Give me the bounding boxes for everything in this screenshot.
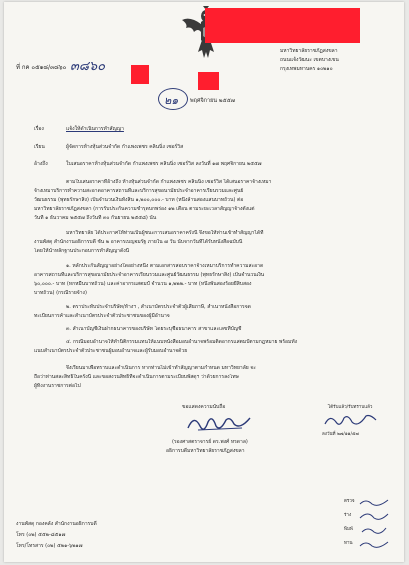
to-text: ผู้จัดการห้างหุ้นส่วนจำกัด กำแพงเพชร คลินนิ่ง เซอร์วิส [66, 144, 184, 150]
body-line: ตามใบเสนอราคาที่อ้างถึง ห้างหุ้นส่วนจำกัด กำแพงเพชร คลินนิ่ง เซอร์วิส ได้เสนอราคาจ้างเหมา [66, 179, 272, 185]
receipt-note: ได้รับแล้ว/รับทราบแล้ว [328, 405, 373, 410]
closing-salutation: ขอแสดงความนับถือ [182, 404, 226, 410]
body-line: มหาวิทยาลัยราชภัฏสงขลา (การรับประกันความชำรุดบกพร่อง ๑๒ เดือน ตามระยะเวลาสัญญาจ้างตั้งแต่ [34, 206, 255, 212]
handwritten-ref-number: ๓๘๖๐ [70, 59, 106, 74]
signer-title: อธิการบดีมหาวิทยาลัยราชภัฏสงขลา [166, 448, 245, 454]
receipt-date: ลงวันที่ ๒๗/๑๑/๕๗ [322, 432, 359, 437]
body-line: จ้างเหมาบริการทำความสะอาดอาคารสถานที่และบริการสุขอนามัยประจำอาคารเรียนรวมและศูนย์ [34, 188, 244, 194]
org-address-line-3: กรุงเทพมหานคร ๑๐๒๑๐ [280, 66, 333, 72]
body-line: ทะเบียนการค้าและสำเนาบัตรประจำตัวประชาชนของผู้มีอำนาจ [34, 313, 170, 319]
signer-name: (รองศาสตราจารย์ ดร.พงศ์ หรดาล) [172, 439, 248, 445]
reference-number: ที่ กค ๐๕๑๘/๓๘๖๐ [16, 64, 67, 71]
initials-scribbles [358, 498, 392, 552]
body-line: ผู้ทิ้งงานราชการต่อไป [34, 383, 81, 389]
body-line: อาคารสถานที่และบริการสุขอนามัยประจำอาคารเรียนรวมและศูนย์วัฒนธรรม (พุทธรักษาสิ่ง) เป็นจำนวนเงิน [34, 272, 265, 278]
initials-label-type: พิมพ์ [344, 527, 353, 532]
body-line: ๑. หลักประกันสัญญาอย่างใดอย่างหนึ่ง ตามเอกสารสอบราคาจ้างเหมาบริการทำความสะอาด [66, 263, 264, 269]
date-day: ๒๑ [164, 94, 179, 107]
body-line: มหาวิทยาลัย ได้ประกาศให้ท่านเป็นผู้ชนะการเสนอราคาครั้งนี้ จึงขอให้ท่านเข้าทำสัญญาได้ที่ [66, 230, 264, 236]
redaction-ref-left [131, 65, 149, 84]
document-date: พฤศจิกายน ๒๕๕๗ [190, 98, 235, 104]
to-label: เรียน [34, 144, 45, 150]
body-line: โดยให้นำหลักฐานประกอบการทำสัญญาดังนี้ [34, 248, 130, 254]
ref-text: ใบเสนอราคาห้างหุ้นส่วนจำกัด กำแพงเพชร คลินนิ่ง เซอร์วิส ลงวันที่ ๑๗ พฤศจิกายน ๒๕๕๗ [66, 161, 262, 167]
subject-label: เรื่อง [34, 126, 44, 132]
redaction-ref-right [198, 72, 219, 90]
subject-text: แจ้งให้ดำเนินการทำสัญญา [66, 126, 124, 132]
body-line: ๒. ตราประทับประจำบริษัท/ห้างฯ , สำเนาบัตรประจำตัวผู้เสียภาษี, สำเนาหนังสือการจด [66, 304, 251, 310]
footer-fax: โทร/โทรสาร (๐๒) ๕๒๑-๖๒๑๗ [16, 543, 83, 549]
body-line: ๖๐,๐๐๐.- บาท (หกหมื่นบาทถ้วน) และค่าอากรแสตมป์ จำนวน ๑,๒๒๒.- บาท (หนึ่งพันสองร้อยยี่สิบสอง [34, 281, 252, 287]
body-line: งานพัสดุ สำนักงานอธิการบดี ชั้น ๒ อาคารเบญจมรัฐ ภายใน ๗ วัน นับจากวันที่ได้รับหนังสือฉบับนี้ [34, 239, 243, 245]
footer-phone: โทร (๐๒) ๕๕๒-๘๕๑๗ [16, 532, 66, 538]
initials-label-check: ตรวจ [344, 499, 355, 504]
org-address-line-2: ถนนแจ้งวัฒนะ เขตบางเขน [280, 57, 339, 63]
initials-box [304, 498, 394, 554]
redaction-top-right [205, 8, 360, 43]
body-line: แนบสำเนาบัตรประจำตัวประชาชนผู้มอบอำนาจและผู้รับมอบอำนาจด้วย [34, 348, 188, 354]
body-line: วันที่ ๑ ธันวาคม ๒๕๕๗ ถึงวันที่ ๓๐ กันยายน ๒๕๕๘) นั้น [34, 215, 157, 221]
director-signature [184, 412, 254, 436]
receipt-signature [322, 412, 380, 430]
body-line: ๓. สำเนาบัญชีเงินฝากธนาคารของบริษัท โดยระบุชื่อธนาคาร สาขาและเลขที่บัญชี [66, 326, 242, 332]
body-line: บาทถ้วน) (กรณีรายจ้าง) [34, 290, 87, 296]
document-page [4, 2, 404, 562]
body-line: วัฒนธรรม (พุทธรักษาสิ่ง) เป็นจำนวนเงินทั้งสิ้น ๑,๒๐๐,๐๐๐.- บาท (หนึ่งล้านสองแสนบาทถ้วน) ต่อ [34, 197, 244, 203]
body-line: ถือว่าท่านสละสิทธิ์ในครั้งนี้ และขอสงวนสิทธิ์ที่จะดำเนินการตามระเบียบพัสดุฯ ว่าด้วยการลงโทษ [34, 374, 239, 380]
body-line: ๔. กรณีมอบอำนาจให้ทำนิติกรรมแทนให้แนบหนังสือมอบอำนาจพร้อมติดอากรแสตมป์ตามกฎหมาย พร้อมทั้ง [66, 339, 298, 345]
initials-label-proof: ทาน [344, 541, 353, 546]
initials-label-draft: ร่าง [344, 513, 352, 518]
body-line: จึงเรียนมาเพื่อทราบและดำเนินการ หากท่านไม่เข้าทำสัญญาตามกำหนด มหาวิทยาลัย จะ [66, 365, 256, 371]
footer-department: งานพัสดุ กองคลัง สำนักงานอธิการบดี [16, 521, 97, 527]
ref-label: อ้างถึง [34, 161, 48, 167]
org-address-line-1: มหาวิทยาลัยราชภัฏสงขลา [280, 48, 338, 54]
